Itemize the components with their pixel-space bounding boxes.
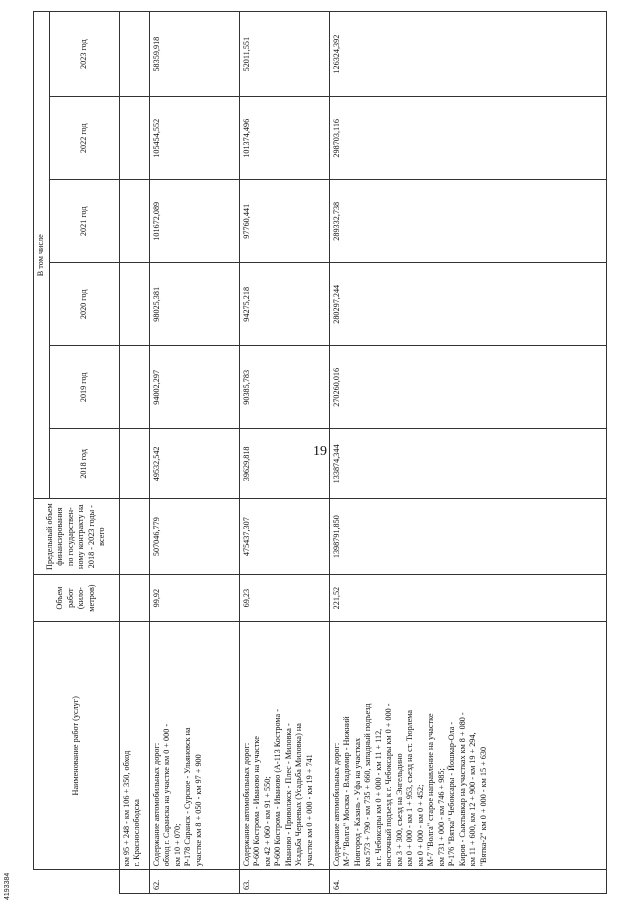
header-funding-total: Предельный объем финансирования по государствен-ному контракту на 2018 - 2023 годы - всего [34, 499, 120, 574]
header-including: В том числе [34, 12, 50, 499]
description-line: участке км 0 + 000 - км 19 + 741 [304, 754, 314, 867]
description-line: Содержание автомобильных дорог: [331, 742, 341, 867]
description-line: Новгород - Казань - Уфа на участках [352, 737, 362, 867]
row-year-2022: 105454,552 [149, 97, 239, 180]
row-year-2020: 280297,244 [329, 263, 607, 346]
row-description [149, 622, 239, 870]
row-year-2018: 49532,542 [149, 429, 239, 499]
row-volume: 99,92 [149, 574, 239, 621]
row-year-2020: 98025,381 [149, 263, 239, 346]
description-line: М-7 "Волга" Москва - Владимир - Нижний [342, 716, 351, 867]
description-line: км 0 + 000 - км 0 + 452; [415, 784, 425, 867]
table-row-64 [329, 12, 607, 894]
row-description [329, 622, 607, 870]
table-row-continued [119, 12, 149, 894]
row-year-value [119, 12, 149, 97]
row-number: 64. [329, 870, 607, 894]
document-id: 4193384 [4, 872, 11, 900]
description-line: Содержание автомобильных дорог: [151, 742, 161, 867]
description-line: км 0 + 000 - км 1 + 953, съезд на ст. Тюрлема [405, 709, 414, 867]
row-volume: 221,52 [329, 574, 607, 621]
row-year-2022: 298703,116 [329, 97, 607, 180]
row-total: 1398791,850 [329, 499, 607, 574]
description-line: Р-600 Кострома - Иваново на участке [252, 736, 261, 867]
description-line: Содержание автомобильных дорог: [241, 742, 251, 867]
row-volume [119, 574, 149, 621]
description-line: обход г. Саранска на участке км 0 + 000 - [162, 723, 171, 867]
description-line: Р-600 Кострома - Иваново (А-113 Кострома - [273, 709, 282, 867]
row-number: 63. [239, 870, 329, 894]
description-line: км 42 + 060 - км 91 + 550; [262, 776, 272, 867]
header-no-cell [34, 870, 120, 894]
row-year-value [119, 180, 149, 263]
row-year-value [119, 346, 149, 429]
description-line: км 731 + 000 - км 746 + 985; [436, 768, 446, 867]
description-line: Киров - Сыктывкар на участках км 8 + 080 - [457, 712, 467, 867]
description-line: км 10 + 070; [172, 823, 182, 867]
row-year-2023: 58359,918 [149, 12, 239, 97]
description-line: Иваново - Приволжск - Плес - Миловка - [283, 723, 293, 867]
row-description [239, 622, 329, 870]
row-total [119, 499, 149, 574]
row-year-2018: 133874,344 [329, 429, 607, 499]
row-year-2021: 289332,738 [329, 180, 607, 263]
row-year-2019: 270260,016 [329, 346, 607, 429]
rotated-table-container [33, 11, 607, 894]
table-row-63 [239, 12, 329, 894]
row-number [119, 870, 149, 894]
description-line: М-7 "Волга" старое направление на участке [426, 713, 435, 867]
description-line: км 11 + 600, км 12 + 900 - км 19 + 294, [468, 732, 477, 867]
table-row-62 [149, 12, 239, 894]
description-line: г. Краснослободска [132, 799, 141, 867]
row-volume: 69,23 [239, 574, 329, 621]
description-line: Р-176 "Вятка" Чебоксары - Йошкар-Ола - [447, 721, 456, 867]
header-row-top [34, 12, 50, 894]
row-total: 475437,307 [239, 499, 329, 574]
header-year-2020: 2020 год [49, 263, 119, 346]
row-year-2018: 39629,818 [239, 429, 329, 499]
row-year-2020: 94275,218 [239, 263, 329, 346]
row-year-value [119, 429, 149, 499]
description-line: к г. Чебоксары км 0 + 000 - км 11 + 112, [373, 728, 383, 867]
header-year-2023: 2023 год [49, 12, 119, 97]
row-year-2023: 52011,551 [239, 12, 329, 97]
description-line: км 95 + 248 - км 106 + 350, обход [121, 750, 131, 867]
header-year-2022: 2022 год [49, 97, 119, 180]
page-number: 19 [313, 444, 327, 459]
header-volume: Объем работ (кило-метров) [34, 574, 120, 621]
funding-table [33, 11, 607, 894]
row-year-2019: 94002,297 [149, 346, 239, 429]
row-year-2021: 101672,089 [149, 180, 239, 263]
row-year-2022: 101374,496 [239, 97, 329, 180]
row-year-value [119, 97, 149, 180]
header-year-2021: 2021 год [49, 180, 119, 263]
header-year-2018: 2018 год [49, 429, 119, 499]
row-year-2023: 126324,392 [329, 12, 607, 97]
row-year-2021: 97760,441 [239, 180, 329, 263]
row-year-value [119, 263, 149, 346]
header-work-name: Наименование работ (услуг) [34, 622, 120, 870]
description-line: Усадьба Черневых (Усадьба Миловка) на [294, 723, 303, 867]
description-line: участке км 8 + 050 - км 97 + 900 [193, 754, 203, 867]
row-description [119, 622, 149, 870]
description-line: восточный подъезд к г. Чебоксары км 0 + 000 - [384, 703, 393, 867]
row-total: 507046,779 [149, 499, 239, 574]
description-line: Р-178 Саранск - Сурское - Ульяновск на [183, 727, 192, 867]
row-year-2019: 90385,783 [239, 346, 329, 429]
description-line: км 573 + 790 - км 735 + 660, западный подъезд [363, 703, 372, 867]
description-line: "Вятка-2" км 0 + 000 - км 15 + 630 [478, 746, 488, 867]
row-number: 62. [149, 870, 239, 894]
header-year-2019: 2019 год [49, 346, 119, 429]
description-line: км 3 + 300, съезд на Энгельдино [394, 753, 404, 867]
